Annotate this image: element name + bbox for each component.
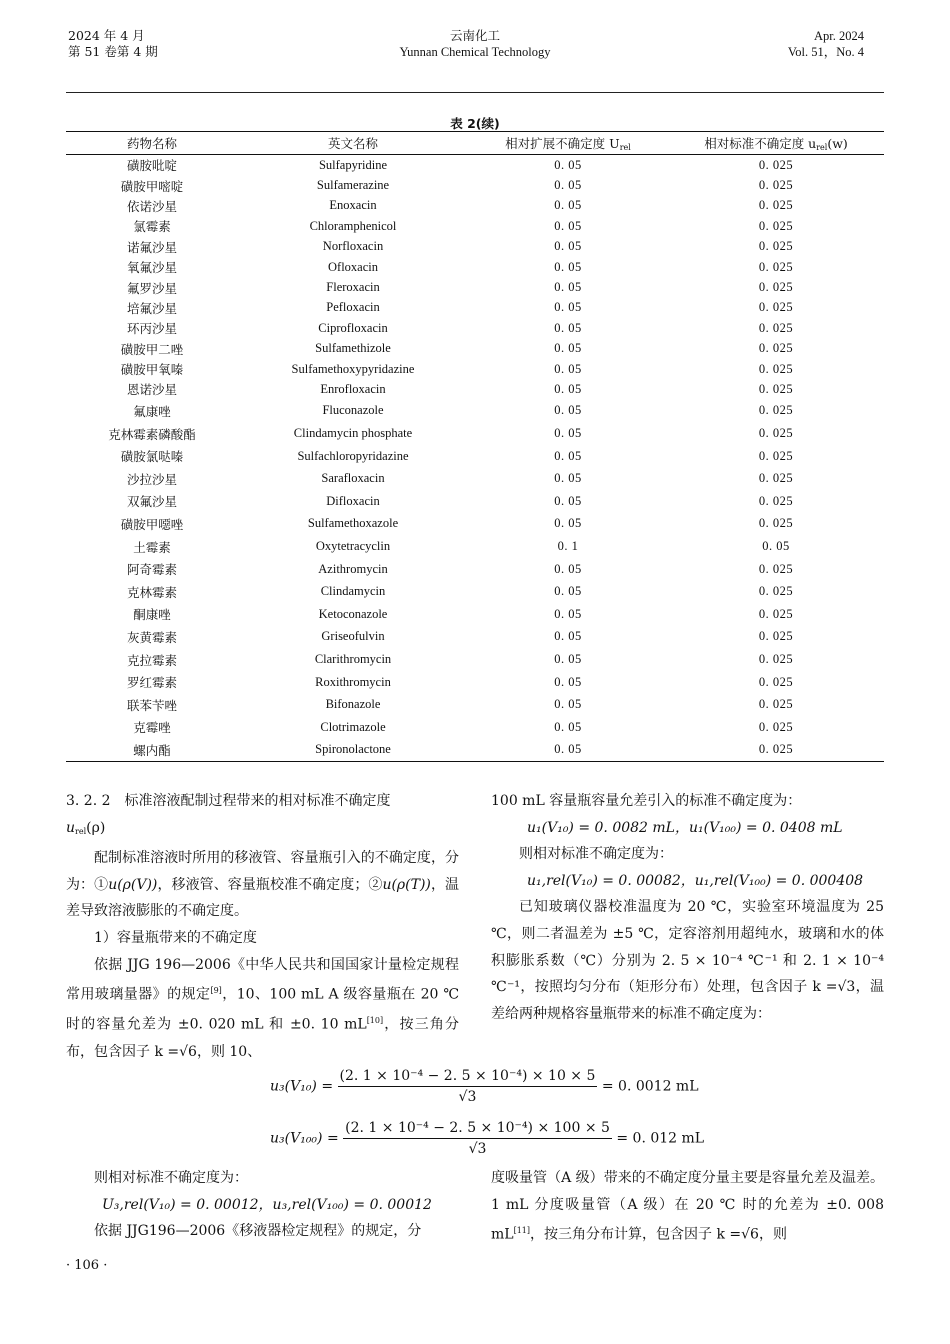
cell-drug-name: 克林霉素	[126, 584, 177, 600]
cell-standard-uncertainty: 0. 025	[758, 584, 794, 599]
cell-english-name: Difloxacin	[326, 493, 380, 508]
cell-standard-uncertainty: 0. 025	[758, 561, 794, 576]
cell-drug-name: 沙拉沙星	[126, 471, 177, 487]
cell-english-name: Oxytetracyclin	[315, 539, 391, 554]
cell-english-name: Clotrimazole	[320, 719, 386, 734]
cell-drug-name: 磺胺甲嘧啶	[120, 178, 184, 194]
cell-standard-uncertainty: 0. 025	[758, 320, 794, 335]
cell-standard-uncertainty: 0. 025	[758, 381, 794, 396]
cell-drug-name: 克霉唑	[133, 720, 171, 736]
right-column	[491, 788, 884, 1027]
subheading-volumetric-flask: 1）容量瓶带来的不确定度	[94, 929, 257, 946]
cell-english-name: Ciprofloxacin	[318, 320, 388, 335]
cell-standard-uncertainty: 0. 025	[758, 629, 794, 644]
cell-drug-name: 克拉霉素	[126, 652, 177, 668]
paragraph-uncertainty-sources: 配制标准溶液时所用的移液管、容量瓶引入的不确定度，分为：①u(ρ(V))，移液管、容量瓶校准不确定度；②u(ρ(T))，温差导致溶液膨胀的不确定度。	[66, 850, 460, 920]
table-row	[66, 298, 884, 318]
col-header-english: 英文名称	[327, 136, 378, 151]
cell-english-name: Clindamycin	[320, 584, 386, 599]
cell-english-name: Azithromycin	[318, 561, 388, 576]
cell-english-name: Spironolactone	[315, 742, 391, 757]
cell-expanded-uncertainty: 0. 05	[554, 629, 582, 644]
table-row	[66, 693, 884, 716]
cell-english-name: Pefloxacin	[326, 300, 380, 315]
cell-expanded-uncertainty: 0. 05	[554, 259, 582, 274]
cell-drug-name: 环丙沙星	[126, 321, 177, 337]
table-row	[66, 277, 884, 297]
cell-expanded-uncertainty: 0. 05	[554, 561, 582, 576]
cell-expanded-uncertainty: 0. 05	[554, 471, 582, 486]
table-row	[66, 558, 884, 581]
cell-expanded-uncertainty: 0. 05	[554, 320, 582, 335]
cell-standard-uncertainty: 0. 025	[758, 471, 794, 486]
cell-english-name: Sulfachloropyridazine	[297, 448, 409, 463]
table-row	[66, 237, 884, 257]
cell-expanded-uncertainty: 0. 05	[554, 493, 582, 508]
cell-drug-name: 氯霉素	[133, 219, 171, 235]
table-row	[66, 257, 884, 277]
table-row	[66, 379, 884, 399]
cell-drug-name: 恩诺沙星	[126, 382, 177, 398]
table-row	[66, 400, 884, 423]
paragraph-flask-tolerance: 依据 JJG 196—2006《中华人民共和国国家计量检定规程 常用玻璃量器》的规定[9]，10、100 mL A 级容量瓶在 20 ℃ 时的容量允差为 ±0. 020 mL 和 ±0. 10 mL[10]，按三角分布，包含因子 k =√6，则 10、	[66, 956, 460, 1060]
table-row	[66, 445, 884, 468]
header-right	[788, 28, 864, 60]
cell-english-name: Fleroxacin	[326, 280, 380, 295]
left-column-bottom	[66, 1165, 459, 1245]
right-column-bottom	[491, 1165, 884, 1248]
formula-u3-v10: u₃(V₁₀) = $\frac{\text{(2. 1 × 10⁻⁴ − 2. 5 × 10⁻⁴) × 10 × 5}}{√3}$ = 0. 0012 mL	[270, 1068, 699, 1105]
cell-expanded-uncertainty: 0. 05	[554, 218, 582, 233]
paragraph-pipette-tolerance: 度吸量管（A 级）带来的不确定度分量主要是容量允差及温差。1 mL 分度吸量管（A 级）在 20 ℃ 时的允差为 ±0. 008 mL[11]，按三角分布计算，包含因子 k =√6，则	[491, 1170, 884, 1243]
cell-expanded-uncertainty: 0. 05	[554, 606, 582, 621]
table-row	[66, 716, 884, 739]
page-number: · 106 ·	[66, 1258, 108, 1273]
cell-standard-uncertainty: 0. 05	[762, 539, 790, 554]
cell-standard-uncertainty: 0. 025	[758, 426, 794, 441]
cell-expanded-uncertainty: 0. 05	[554, 426, 582, 441]
table-row	[66, 603, 884, 626]
cell-english-name: Sulfamethoxazole	[307, 516, 399, 531]
cell-drug-name: 氟康唑	[133, 403, 171, 419]
cell-english-name: Sulfamethoxypyridazine	[291, 361, 415, 376]
table-row	[66, 175, 884, 195]
cell-expanded-uncertainty: 0. 05	[554, 719, 582, 734]
cell-expanded-uncertainty: 0. 05	[554, 239, 582, 254]
equation-u1: u₁(V₁₀) = 0. 0082 mL，u₁(V₁₀₀) = 0. 0408 mL	[527, 819, 843, 836]
cell-drug-name: 酮康唑	[133, 607, 171, 623]
cell-standard-uncertainty: 0. 025	[758, 259, 794, 274]
cell-standard-uncertainty: 0. 025	[758, 652, 794, 667]
cell-drug-name: 氧氟沙星	[126, 260, 177, 276]
cell-drug-name: 联苯苄唑	[126, 697, 177, 713]
cell-drug-name: 克林霉素磷酸酯	[108, 426, 196, 442]
cell-standard-uncertainty: 0. 025	[758, 198, 794, 213]
cell-expanded-uncertainty: 0. 05	[554, 742, 582, 757]
cell-expanded-uncertainty: 0. 05	[554, 584, 582, 599]
section-heading: 3. 2. 2 标准溶液配制过程带来的相对标准不确定度 $u_{rel}(\rho)$	[66, 793, 391, 836]
header-volume: 第 51 卷第 4 期	[68, 44, 158, 59]
cell-standard-uncertainty: 0. 025	[758, 300, 794, 315]
cell-drug-name: 磺胺甲氧嗪	[120, 362, 184, 378]
cell-english-name: Sulfapyridine	[318, 157, 388, 172]
table-caption: 表 2(续)	[450, 116, 500, 131]
cell-drug-name: 双氟沙星	[126, 494, 177, 510]
cell-drug-name: 灰黄霉素	[126, 629, 177, 645]
cell-drug-name: 磺胺氯哒嗪	[120, 449, 184, 465]
cell-expanded-uncertainty: 0. 05	[554, 403, 582, 418]
cell-standard-uncertainty: 0. 025	[758, 742, 794, 757]
uncertainty-table	[66, 131, 884, 762]
cell-standard-uncertainty: 0. 025	[758, 719, 794, 734]
cell-english-name: Roxithromycin	[315, 674, 391, 689]
cell-standard-uncertainty: 0. 025	[758, 697, 794, 712]
table-row	[66, 671, 884, 694]
cell-drug-name: 磺胺吡啶	[126, 158, 177, 174]
formula-u3-v100: u₃(V₁₀₀) = $\frac{\text{(2. 1 × 10⁻⁴ − 2. 5 × 10⁻⁴) × 100 × 5}}{√3}$ = 0. 012 mL	[270, 1120, 705, 1157]
table-row	[66, 318, 884, 338]
table-row	[66, 513, 884, 536]
cell-standard-uncertainty: 0. 025	[758, 606, 794, 621]
journal-name-cn: 云南化工	[449, 28, 500, 43]
col-header-standard-uncertainty: 相对标准不确定度 $u_{rel}(w)$	[704, 136, 848, 152]
cell-english-name: Fluconazole	[322, 403, 384, 418]
cell-english-name: Norfloxacin	[322, 239, 384, 254]
cell-expanded-uncertainty: 0. 05	[554, 178, 582, 193]
cell-expanded-uncertainty: 0. 05	[554, 300, 582, 315]
table-row	[66, 359, 884, 379]
table-row	[66, 155, 884, 176]
cell-english-name: Clarithromycin	[314, 652, 392, 667]
table-header-row	[66, 132, 884, 155]
cell-drug-name: 螺内酯	[133, 742, 171, 758]
cell-drug-name: 诺氟沙星	[126, 239, 177, 255]
header-volume-en: Vol. 51，No. 4	[787, 45, 864, 59]
cell-standard-uncertainty: 0. 025	[758, 341, 794, 356]
left-column	[66, 788, 459, 1065]
paragraph-temperature: 已知玻璃仪器校准温度为 20 ℃，实验室环境温度为 25 ℃，则二者温差为 ±5 ℃，定容溶剂用超纯水，玻璃和水的体积膨胀系数（℃）分别为 2. 5 × 10⁻⁴ ℃⁻¹ 和 2. 1 × 10⁻⁴ ℃⁻¹，按照均匀分布（矩形分布）处理，包含因子 k =√3，温差给两种规格容量瓶带来的标准不确定度为：	[491, 899, 884, 1022]
col-header-expanded-uncertainty: 相对扩展不确定度 $U_{rel}$	[505, 136, 631, 152]
table-row	[66, 490, 884, 513]
header-date-en: Apr. 2024	[814, 29, 864, 43]
cell-expanded-uncertainty: 0. 05	[554, 341, 582, 356]
table-row	[66, 648, 884, 671]
cell-drug-name: 依诺沙星	[126, 198, 177, 214]
header-rule	[66, 92, 884, 93]
cell-english-name: Ofloxacin	[328, 259, 378, 274]
cell-expanded-uncertainty: 0. 05	[554, 381, 582, 396]
table-row	[66, 739, 884, 762]
cell-drug-name: 培氟沙星	[126, 300, 177, 316]
table-row	[66, 580, 884, 603]
cell-drug-name: 氟罗沙星	[126, 280, 177, 296]
table-row	[66, 339, 884, 359]
cell-standard-uncertainty: 0. 025	[758, 674, 794, 689]
paragraph-pipette-standard: 依据 JJG196—2006《移液器检定规程》的规定，分	[94, 1223, 422, 1240]
cell-english-name: Griseofulvin	[321, 629, 385, 644]
cell-expanded-uncertainty: 0. 05	[554, 280, 582, 295]
cell-standard-uncertainty: 0. 025	[758, 157, 794, 172]
cell-standard-uncertainty: 0. 025	[758, 448, 794, 463]
table-row	[66, 196, 884, 216]
cell-english-name: Sulfamethizole	[315, 341, 391, 356]
equation-u3-rel: U₃,rel(V₁₀) = 0. 00012，u₃,rel(V₁₀₀) = 0. 00012	[102, 1196, 432, 1213]
col-header-drug: 药物名称	[126, 136, 177, 151]
cell-standard-uncertainty: 0. 025	[758, 239, 794, 254]
cell-drug-name: 磺胺甲二唑	[120, 341, 184, 357]
cell-standard-uncertainty: 0. 025	[758, 403, 794, 418]
cell-expanded-uncertainty: 0. 05	[554, 516, 582, 531]
paragraph-flask-std-uncertainty: 100 mL 容量瓶容量允差引入的标准不确定度为：	[491, 793, 802, 809]
paragraph-relative-uncertainty: 则相对标准不确定度为：	[519, 846, 673, 863]
cell-drug-name: 土霉素	[133, 539, 171, 555]
cell-standard-uncertainty: 0. 025	[758, 178, 794, 193]
cell-expanded-uncertainty: 0. 1	[557, 539, 579, 554]
journal-name-en: Yunnan Chemical Technology	[399, 45, 551, 59]
cell-english-name: Chloramphenicol	[309, 218, 397, 233]
cell-english-name: Sulfamerazine	[316, 178, 390, 193]
cell-english-name: Enrofloxacin	[320, 381, 386, 396]
cell-english-name: Enoxacin	[329, 198, 377, 213]
cell-standard-uncertainty: 0. 025	[758, 218, 794, 233]
table-row	[66, 422, 884, 445]
cell-standard-uncertainty: 0. 025	[758, 493, 794, 508]
cell-standard-uncertainty: 0. 025	[758, 361, 794, 376]
cell-expanded-uncertainty: 0. 05	[554, 198, 582, 213]
table-row	[66, 467, 884, 490]
cell-expanded-uncertainty: 0. 05	[554, 157, 582, 172]
cell-english-name: Ketoconazole	[318, 606, 388, 621]
cell-english-name: Clindamycin phosphate	[293, 426, 413, 441]
cell-expanded-uncertainty: 0. 05	[554, 697, 582, 712]
cell-english-name: Sarafloxacin	[321, 471, 385, 486]
cell-expanded-uncertainty: 0. 05	[554, 448, 582, 463]
cell-expanded-uncertainty: 0. 05	[554, 674, 582, 689]
cell-standard-uncertainty: 0. 025	[758, 280, 794, 295]
table-row	[66, 535, 884, 558]
cell-english-name: Bifonazole	[325, 697, 381, 712]
cell-drug-name: 阿奇霉素	[126, 562, 177, 578]
paragraph-relative-uncertainty-2: 则相对标准不确定度为：	[94, 1170, 248, 1186]
cell-expanded-uncertainty: 0. 05	[554, 361, 582, 376]
header-date: 2024 年 4 月	[68, 28, 145, 43]
table-row	[66, 626, 884, 649]
cell-standard-uncertainty: 0. 025	[758, 516, 794, 531]
cell-drug-name: 磺胺甲噁唑	[120, 516, 184, 532]
cell-drug-name: 罗红霉素	[126, 675, 177, 691]
table-row	[66, 216, 884, 236]
cell-expanded-uncertainty: 0. 05	[554, 652, 582, 667]
equation-u1-rel: u₁,rel(V₁₀) = 0. 00082，u₁,rel(V₁₀₀) = 0. 000408	[527, 872, 864, 889]
